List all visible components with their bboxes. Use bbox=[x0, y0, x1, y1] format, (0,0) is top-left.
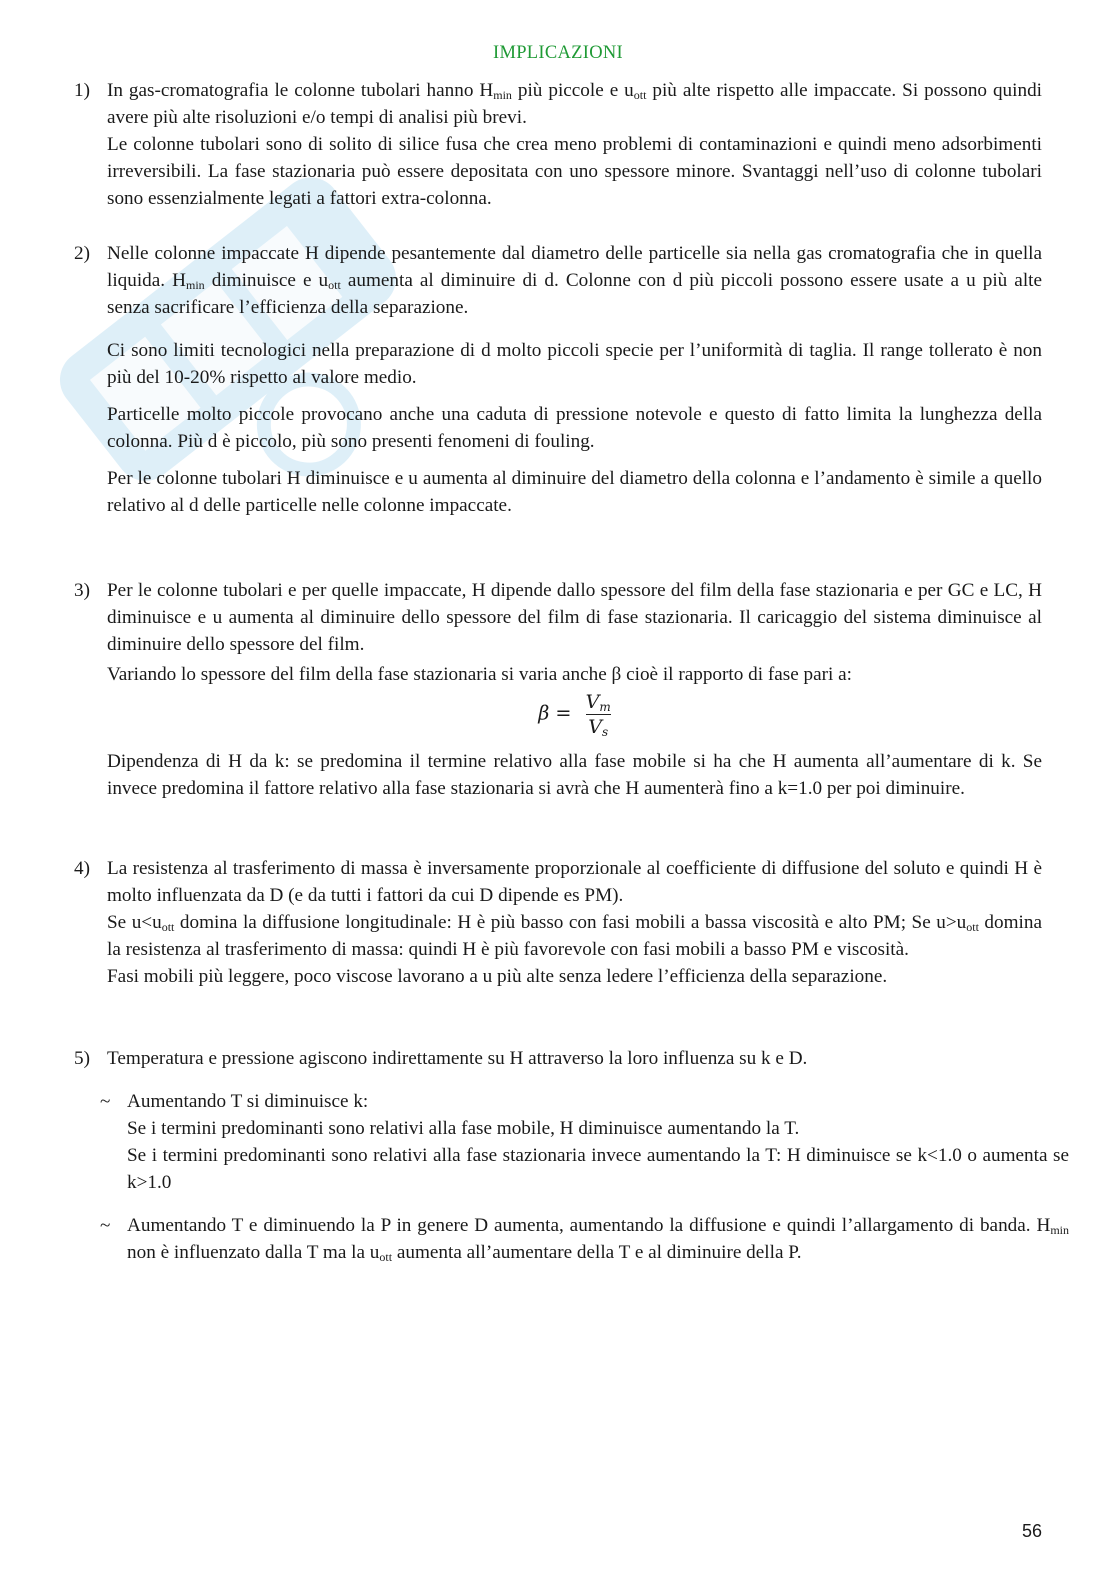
formula-fraction: $\frac{V_m}{V_s}$ bbox=[585, 691, 611, 739]
bullet-body bbox=[100, 1212, 1069, 1266]
item-body bbox=[107, 577, 1042, 802]
page-number: 56 bbox=[1021, 1521, 1042, 1541]
paragraph: Ci sono limiti tecnologici nella preparazione di d molto piccoli specie per l’uniformità di taglia. Il range tollerato è non più del 10-20% rispetto al valore medio. bbox=[107, 340, 1042, 388]
paragraph: Nelle colonne impaccate H dipende pesantemente dal diametro delle particelle sia nella gas cromatografia che in quella liquida. $H_{min}$ diminuisce e $u_{ott}$ aumenta al diminuire di d. Colonne con d più piccoli possono essere usate a u più alte senza sacrificare l’efficienza della separazione. bbox=[107, 243, 1042, 318]
paragraph: Per le colonne tubolari e per quelle impaccate, H dipende dallo spessore del film della fase stazionaria e per GC e LC, H diminuisce e u aumenta al diminuire dello spessore del film di fase stazionaria. Il caricaggio del sistema diminuisce al diminuire dello spessore del film. bbox=[107, 580, 1042, 655]
paragraph: In gas-cromatografia le colonne tubolari hanno $H_{min}$ più piccole e $u_{ott}$ più alte rispetto alle impaccate. Si possono quindi avere più alte risoluzioni e/o tempi di analisi più brevi. bbox=[107, 80, 1042, 128]
item-body bbox=[107, 855, 1042, 990]
paragraph: Particelle molto piccole provocano anche una caduta di pressione notevole e questo di fatto limita la lunghezza della colonna. Più d è piccolo, più sono presenti fenomeni di fouling. bbox=[107, 404, 1042, 452]
paragraph: Aumentando T si diminuisce k: bbox=[127, 1091, 369, 1112]
item-body bbox=[107, 77, 1042, 212]
paragraph: Temperatura e pressione agiscono indirettamente su H attraverso la loro influenza su k e D. bbox=[107, 1048, 808, 1069]
paragraph: Se i termini predominanti sono relativi alla fase stazionaria invece aumentando la T: H diminuisce se k<1.0 o aumenta se k>1.0 bbox=[127, 1145, 1069, 1193]
tilde-bullet-icon: ~ bbox=[100, 1091, 111, 1112]
item-number: 4) bbox=[74, 858, 90, 879]
paragraph: Se $u<u_{ott}$ domina la diffusione longitudinale: H è più basso con fasi mobili a bassa viscosità e alto PM; Se $u>u_{ott}$ domina la resistenza al trasferimento di massa: quindi H è più favorevole con fasi mobili a basso PM e viscosità. bbox=[107, 912, 1042, 960]
item-body bbox=[107, 1045, 1042, 1072]
item-number: 5) bbox=[74, 1048, 90, 1069]
bullet-1 bbox=[0, 1088, 1116, 1196]
paragraph: Se i termini predominanti sono relativi alla fase mobile, H diminuisce aumentando la T. bbox=[127, 1118, 800, 1139]
beta-formula bbox=[107, 690, 1042, 748]
paragraph: Per le colonne tubolari H diminuisce e u aumenta al diminuire del diametro della colonna e l’andamento è simile a quello relativo al d delle particelle nelle colonne impaccate. bbox=[107, 468, 1042, 516]
page-title: IMPLICAZIONI bbox=[492, 43, 623, 63]
paragraph: Variando lo spessore del film della fase stazionaria si varia anche β cioè il rapporto di fase pari a: bbox=[107, 664, 852, 685]
item-number: 2) bbox=[74, 243, 90, 264]
bullet-body bbox=[100, 1088, 1069, 1196]
item-number: 3) bbox=[74, 580, 90, 601]
tilde-bullet-icon: ~ bbox=[100, 1215, 111, 1236]
bullet-2 bbox=[0, 1212, 1116, 1266]
paragraph: La resistenza al trasferimento di massa è inversamente proporzionale al coefficiente di diffusione del soluto e quindi H è molto influenzata da D (e da tutti i fattori da cui D dipende es PM). bbox=[107, 858, 1042, 906]
paragraph: Dipendenza di H da k: se predomina il termine relativo alla fase mobile si ha che H aumenta all’aumentare di k. Se invece predomina il fattore relativo alla fase stazionaria si avrà che H aumenterà fino a k=1.0 per poi diminuire. bbox=[107, 751, 1042, 799]
formula-lhs: β = bbox=[538, 701, 572, 725]
item-body bbox=[107, 240, 1042, 519]
paragraph: Aumentando T e diminuendo la P in genere D aumenta, aumentando la diffusione e quindi l’allargamento di banda. $H_{min}$ non è influenzato dalla T ma la $u_{ott}$ aumenta all’aumentare della T e al diminuire della P. bbox=[127, 1215, 1069, 1264]
paragraph: Le colonne tubolari sono di solito di silice fusa che crea meno problemi di contaminazioni e quindi meno adsorbimenti irreversibili. La fase stazionaria può essere depositata con uno spessore minore. Svantaggi nell’uso di colonne tubolari sono essenzialmente legati a fattori extra-colonna. bbox=[107, 134, 1042, 209]
item-number: 1) bbox=[74, 80, 90, 101]
paragraph: Fasi mobili più leggere, poco viscose lavorano a u più alte senza ledere l’efficienza della separazione. bbox=[107, 966, 888, 987]
